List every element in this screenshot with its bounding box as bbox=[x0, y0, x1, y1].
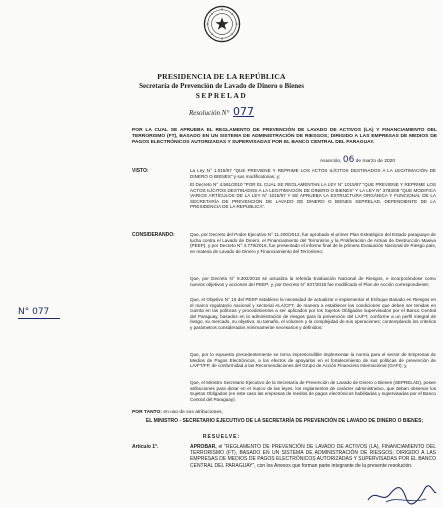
article-1-label: Artículo 1°. bbox=[132, 444, 159, 450]
considerando-label: CONSIDERANDO: bbox=[132, 232, 175, 238]
resolution-label: Resolución N° bbox=[188, 109, 230, 117]
article-1-verb: APROBAR, bbox=[190, 444, 217, 450]
por-tanto-text: en uso de sus atribuciones, bbox=[163, 410, 223, 415]
resolution-date bbox=[320, 155, 395, 165]
por-tanto-line bbox=[132, 410, 223, 415]
presidency-heading: PRESIDENCIA DE LA REPÚBLICA bbox=[157, 72, 286, 81]
considerando-paragraph-4: Que, por lo expuesto precedentemente se torna imprescindible implementar la norma para el sector de Empresas de Medios de Pagos Electrónicos, a los efectos de apoyarlos en el fortalecimiento de sus políticas de prevención de LA/FT/FP, de conformidad a las Recomendaciones del Grupo de Acción Financiera Internacional (GAFI); y, bbox=[190, 352, 436, 368]
visto-paragraph-2: El Decreto N° 4.561/2010 "POR EL CUAL SE REGLAMENTAN LA LEY N° 1015/97 "QUE PREVIENE Y REPRIME LOS ACTOS ILÍCITOS DESTINADOS A LA LEGITIMACIÓN DE DINERO O BIENES" Y LA LEY N° 3783/09 "QUE MODIFICA VARIOS ARTÍCULOS DE LA LEY N° 1015/97 Y SE APRUEBA LA ESTRUCTURA ORGÁNICA Y FUNCIONAL DE LA SECRETARÍA DE PREVENCIÓN DE LAVADO DE DINERO O BIENES SEPRELAD, DEPENDIENTE DE LA PRESIDENCIA DE LA REPÚBLICA". bbox=[190, 182, 436, 209]
article-1-text bbox=[190, 444, 436, 469]
resolution-number-line bbox=[0, 105, 443, 118]
date-suffix: de marzo de 2020 bbox=[355, 159, 396, 164]
resolution-number: 077 bbox=[233, 105, 255, 118]
secretariat-heading: Secretaría de Prevención de Lavado de Dinero o Bienes bbox=[139, 82, 304, 90]
minister-heading: EL MINISTRO - SECRETARIO EJECUTIVO DE LA SECRETARÍA DE PREVENCIÓN DE LAVADO DE DINERO O BIENES; bbox=[145, 418, 424, 424]
por-tanto-label: POR TANTO: bbox=[132, 410, 162, 415]
considerando-paragraph-5: Que, el Ministro Secretario Ejecutivo de la Secretaría de Prevención de Lavado de Dinero o Bienes (SEPRELAD), posee atribuciones para dictar en el marco de las leyes, los reglamentos de carácter administrativo, que deban observar los Sujetos Obligados (en este caso las empresas de medios de pagos electrónicos habilitadas y supervisadas por el Banco Central del Paraguay). bbox=[190, 380, 436, 402]
considerando-paragraph-2: Que, por Decreto N° 9.302/2018 se actualiza la referida Evaluación Nacional de Riesgos, e incorporándose como nuevos objetivos y acciones del PEEP; y, por Decreto N° 507/2018 fue modificado el Plan de Acción correspondiente; bbox=[190, 276, 436, 287]
resuelve-heading: RESUELVE: bbox=[202, 434, 241, 440]
considerando-paragraph-3: Que, el Objetivo N° 16 del PEEP establece la necesidad de actualizar e implementar el Enfoque Basado en Riesgos en el marco regulatorio nacional y sectorial ALA/CFT, de manera a establecer las condiciones que deben ser tenidas en cuenta en las políticas y procedimientos a ser aplicados por los Sujetos Obligados supervisados por el Banco Central del Paraguay, basados en la administración de riesgos para la prevención del LA/FT, conforme a un perfil integral de riesgo, su mercado, su objetivo, su tamaño, el volumen y la complejidad de sus operaciones; contemplando los criterios y parámetros considerados mínimamente necesarios y definidos; bbox=[190, 297, 436, 330]
date-day: 06 bbox=[342, 155, 355, 165]
considerando-paragraph-1: Que, por Decreto del Poder Ejecutivo N° 11.200/2013, fue aprobado el primer Plan Estratégico del Estado paraguayo de lucha contra el Lavado de Dinero, el Financiamiento del Terrorismo y la Proliferación de Armas de Destrucción Masiva (PEEP), y por Decreto N° 4.779/2016, fue presentado el informe final de la primera Evaluación Nacional de Riesgo país, en materia de Lavado de Dinero y Financiamiento del Terrorismo; bbox=[190, 232, 436, 254]
seprelad-heading: SEPRELAD bbox=[195, 91, 248, 100]
article-1-body: el "REGLAMENTO DE PREVENCIÓN DE LAVADO DE ACTIVOS (LA), FINANCIAMIENTO DEL TERRORISMO (FT), BASADO EN UN SISTEMA DE ADMINISTRACIÓN DE RIESGOS; DIRIGIDO A LAS EMPRESAS DE MEDIOS DE PAGOS ELECTRÓNICOS AUTORIZADAS Y SUPERVISADAS POR EL BANCO CENTRAL DEL PARAGUAY", con los Anexos que forman parte integrante de la presente resolución. bbox=[190, 444, 436, 469]
signature-scribble-icon bbox=[366, 484, 438, 506]
date-prefix: Asunción, bbox=[320, 159, 342, 164]
margin-handwritten-number: N° 077 bbox=[18, 307, 49, 317]
visto-label: VISTO: bbox=[132, 168, 149, 174]
resolution-title: POR LA CUAL SE APRUEBA EL REGLAMENTO DE PREVENCIÓN DE LAVADO DE ACTIVOS (LA) Y FINANCIAMIENTO DEL TERRORISMO (FT), BASADO EN UN SISTEMA DE ADMINISTRACIÓN DE RIESGOS; DIRIGIDO A LAS EMPRESAS DE MEDIOS DE PAGOS ELECTRÓNICOS AUTORIZADAS Y SUPERVISADAS POR EL BANCO CENTRAL DEL PARAGUAY. bbox=[132, 128, 437, 146]
visto-paragraph-1: La Ley N° 1.015/97 "QUE PREVIENE Y REPRIME LOS ACTOS ILÍCITOS DESTINADOS A LA LEGITIMACIÓN DE DINERO O BIENES" y sus modificatorias, y; bbox=[190, 168, 436, 179]
national-seal-icon bbox=[203, 5, 241, 43]
